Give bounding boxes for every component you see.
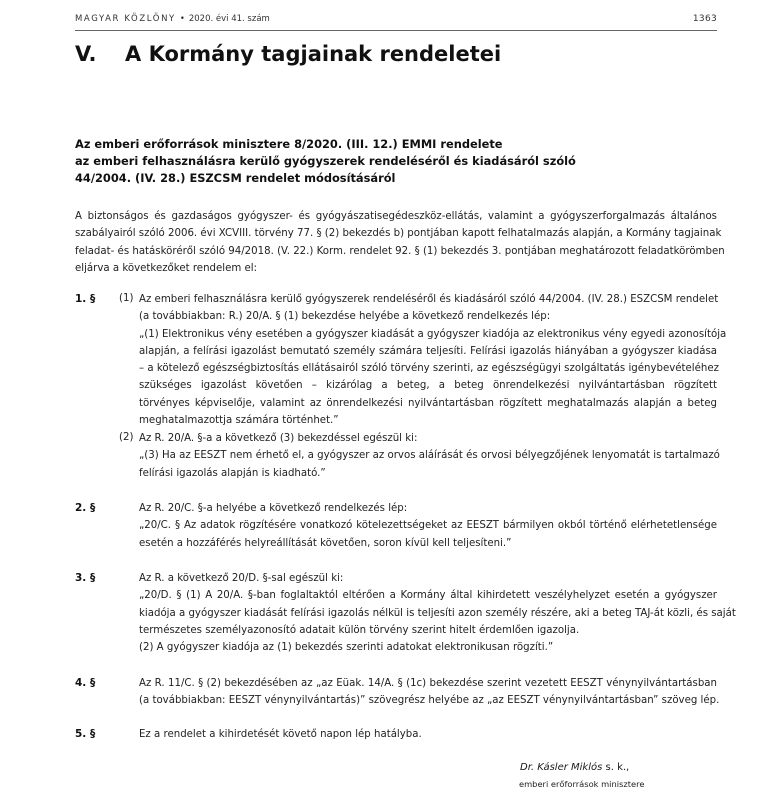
chapter-title: A Kormány tagjainak rendeletei (125, 42, 502, 66)
text-line: Az R. 11/C. § (2) bekezdésében az „az Eüak. 14/A. § (1c) bekezdése szerint vezetett EESZT vénynyilvántartásban (139, 678, 717, 689)
text-line: (2) A gyógyszer kiadója az (1) bekezdés szerinti adatokat elektronikusan rögzíti.” (139, 642, 554, 654)
text-line: Az R. a következő 20/D. §-sal egészül ki: (139, 573, 344, 584)
text-line: Az R. 20/A. §-a a következő (3) bekezdéssel egészül ki: (139, 433, 418, 444)
chapter-number: V. (75, 42, 97, 66)
text-line: természetes személyazonosító adatait külön törvény szerint hitelt érdemlően igazolja. (139, 624, 580, 636)
section-4-text (139, 675, 720, 710)
section-1-paragraph-2 (139, 430, 720, 482)
section-number: 3. § (75, 572, 96, 584)
paragraph-number: (2) (119, 432, 134, 443)
signatory-suffix: s. k., (605, 762, 630, 773)
section-number: 2. § (75, 502, 96, 514)
text-line: „20/C. § Az adatok rögzítésére vonatkozó kötelezettségeket az EESZT bármilyen okból történő elérhetetlensége (139, 520, 717, 532)
header-rule (75, 30, 717, 31)
section-5-text (139, 726, 717, 743)
preamble-line: szabályairól szóló 2006. évi XCVIII. törvény 77. § (2) bekezdés b) pontjában kapott felhatalmazás alapján, a Kormány tagjainak (75, 228, 722, 240)
decree-title-line: az emberi felhasználásra kerülő gyógyszerek rendeléséről és kiadásáról szóló (75, 154, 576, 168)
preamble (75, 208, 725, 277)
section-number: 1. § (75, 293, 96, 305)
section-number: 4. § (75, 677, 96, 689)
header-publication-line (75, 14, 270, 24)
page-number: 1363 (692, 14, 717, 24)
signatory-name (520, 762, 629, 773)
text-line: (a továbbiakban: R.) 20/A. § (1) bekezdése helyébe a következő rendelkezés lép: (139, 311, 551, 323)
text-line: Az R. 20/C. §-a helyébe a következő rendelkezés lép: (139, 503, 408, 514)
text-line: Az emberi felhasználásra kerülő gyógyszerek rendeléséről és kiadásáról szóló 44/2004. (IV. 28.) ESZCSM rendelet (139, 294, 719, 305)
text-line: törvényes képviselője, valamint az önrendelkezési nyilvántartásban rögzített meghatalmazás alapján a beteg (139, 397, 717, 409)
signatory-role: emberi erőforrások minisztere (519, 779, 645, 789)
text-line: esetén a hozzáférés helyreállítását követően, soron kívül kell teljesíteni.” (139, 537, 512, 549)
chapter-heading (75, 42, 501, 66)
text-line: meghatalmazottja számára történhet.” (139, 415, 339, 427)
text-line: – a kötelező egészségbiztosítás ellátásairól szóló törvény szerinti, az egészségügyi szolgáltatás igénybevételéhez (139, 363, 719, 375)
paragraph-number: (1) (119, 293, 134, 304)
preamble-line: A biztonságos és gazdaságos gyógyszer- és gyógyászatisegédeszköz-ellátás, valamint a gyógyszerforgalmazás általános (75, 211, 717, 222)
preamble-line: feladat- és hatásköréről szóló 94/2018. (V. 22.) Korm. rendelet 92. § (1) bekezdés 3. pontjában meghatározott feladatkörömben (75, 245, 725, 257)
text-line: szükséges igazolást követően – kizárólag a beteg, a beteg önrendelkezési nyilvántartásban rögzített (139, 380, 717, 392)
text-line: (a továbbiakban: EESZT vénynyilvántartás)” szövegrész helyébe az „az EESZT vénynyilvántartásban” szöveg lép. (139, 695, 720, 707)
preamble-line: eljárva a következőket rendelem el: (75, 262, 258, 274)
text-line: „(3) Ha az EESZT nem érhető el, a gyógyszer az orvos aláírását és orvosi bélyegzőjének lenyomatát is tartalmazó (139, 450, 720, 462)
running-header (75, 14, 717, 28)
header-separator: • (179, 14, 185, 24)
text-line: alapján, a felírási igazolást bemutató személy számára teljesíti. Felírási igazolás hiányában a gyógyszer kiadása (139, 345, 717, 357)
text-line: Ez a rendelet a kihirdetését követő napon lép hatályba. (139, 729, 422, 740)
text-line: kiadója a gyógyszer kiadását felírási igazolás nélkül is teljesíti azon személy részére, aki a beteg TAJ-át közli, és saját (139, 607, 736, 619)
text-line: „20/D. § (1) A 20/A. §-ban foglaltaktól eltérően a Kormány által kihirdetett veszélyhelyzet esetén a gyógyszer (139, 590, 717, 602)
section-3-text (139, 570, 736, 656)
publication-name: MAGYAR KÖZLÖNY (75, 14, 176, 24)
section-1-paragraph-1 (139, 291, 727, 429)
decree-title (75, 136, 635, 187)
decree-title-line: Az emberi erőforrások minisztere 8/2020. (III. 12.) EMMI rendelete (75, 137, 503, 151)
section-2-text (139, 500, 717, 552)
text-line: felírási igazolás alapján is kiadható.” (139, 467, 326, 479)
text-line: „(1) Elektronikus vény esetében a gyógyszer kiadását a gyógyszer kiadója az elektronikus vény egyedi azonosítója (139, 328, 727, 340)
decree-title-line: 44/2004. (IV. 28.) ESZCSM rendelet módosításáról (75, 171, 396, 185)
issue-number: 2020. évi 41. szám (188, 14, 270, 24)
signatory-name-text: Dr. Kásler Miklós (520, 762, 603, 773)
section-number: 5. § (75, 728, 96, 740)
